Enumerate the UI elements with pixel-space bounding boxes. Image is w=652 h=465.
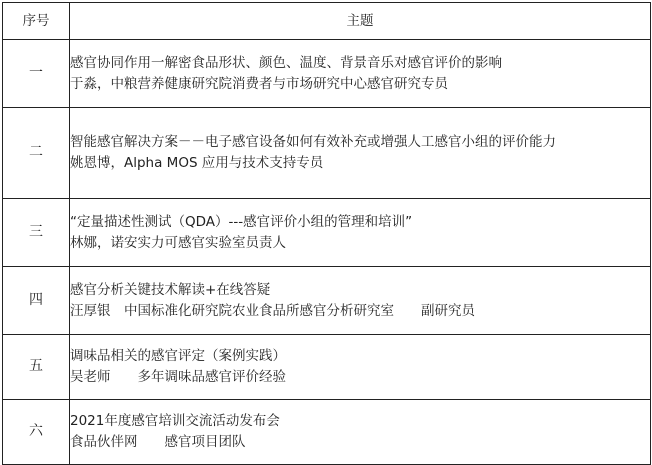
table-row (3, 335, 651, 400)
session-title: 2021年度感官培训交流活动发布会 (70, 413, 280, 430)
session-speaker: 姚恩博，Alpha MOS 应用与技术支持专员 (70, 155, 324, 171)
table-row (3, 199, 651, 267)
table-row (3, 400, 651, 465)
table-header-row (3, 3, 651, 40)
row-index: 三 (3, 199, 70, 267)
row-content (70, 108, 651, 199)
schedule-table (2, 2, 651, 465)
row-index: 四 (3, 267, 70, 335)
table-row (3, 108, 651, 199)
session-title: 调味品相关的感官评定（案例实践） (70, 348, 286, 365)
row-index: 六 (3, 400, 70, 465)
session-speaker: 食品伙伴网 感官项目团队 (70, 434, 246, 450)
row-content (70, 400, 651, 465)
session-speaker: 于淼，中粮营养健康研究院消费者与市场研究中心感官研究专员 (70, 75, 448, 92)
row-content (70, 199, 651, 267)
row-content (70, 335, 651, 400)
session-title: 智能感官解决方案－－电子感官设备如何有效补充或增强人工感官小组的评价能力 (70, 134, 556, 151)
row-index: 五 (3, 335, 70, 400)
row-index: 二 (3, 108, 70, 199)
header-index: 序号 (3, 3, 70, 40)
header-topic: 主题 (70, 3, 651, 40)
session-speaker: 吴老师 多年调味品感官评价经验 (70, 369, 286, 385)
table-row (3, 267, 651, 335)
row-content (70, 40, 651, 108)
session-speaker: 林娜，诺安实力可感官实验室员责人 (70, 234, 286, 251)
table-row (3, 40, 651, 108)
session-title: “定量描述性测试（QDA）---感官评价小组的管理和培训” (70, 213, 413, 230)
session-title: 感官分析关键技术解读+在线答疑 (70, 281, 271, 298)
row-content (70, 267, 651, 335)
session-title: 感官协同作用一解密食品形状、颜色、温度、背景音乐对感官评价的影响 (70, 54, 502, 71)
session-speaker: 汪厚银 中国标准化研究院农业食品所感官分析研究室 副研究员 (70, 302, 475, 319)
row-index: 一 (3, 40, 70, 108)
